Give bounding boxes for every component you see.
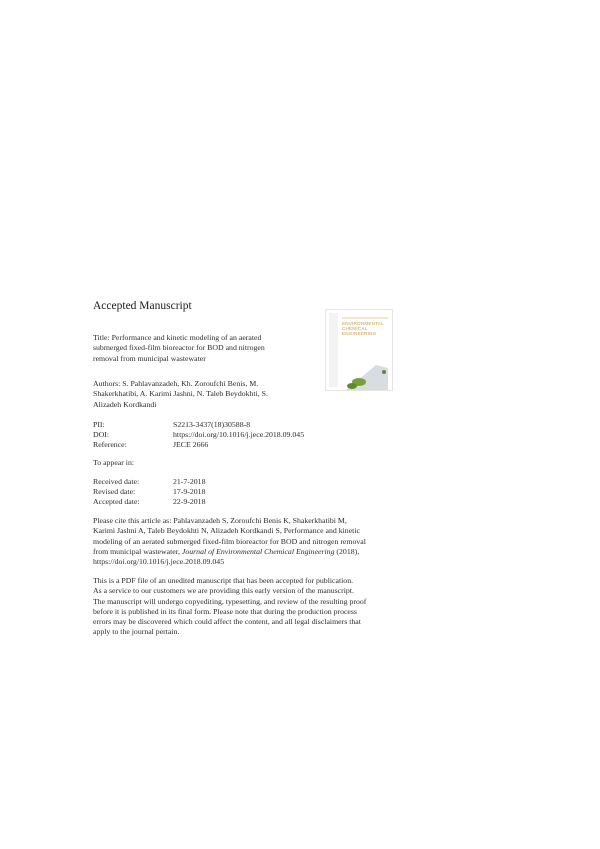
title-line: removal from municipal wastewater: [93, 353, 206, 363]
reference-label: Reference:: [93, 440, 127, 449]
cover-title-line: ENGINEERING: [342, 331, 377, 337]
title-line: Title: Performance and kinetic modeling of an aerated: [93, 333, 262, 342]
cover-spine: [329, 313, 338, 387]
notice-line: errors may be discovered which could affect the content, and all legal disclaimers that: [93, 617, 361, 627]
doi-label: DOI:: [93, 430, 110, 439]
manuscript-authors: [93, 379, 323, 410]
received-date-label: Received date:: [93, 477, 140, 486]
cover-title: [342, 321, 390, 337]
cover-leaf-shape-b: [347, 383, 357, 389]
pdf-notice: [93, 576, 511, 638]
citation-doi: https://doi.org/10.1016/j.jece.2018.09.045: [93, 557, 225, 567]
notice-line: The manuscript will undergo copyediting, typesetting, and review of the resulting proof: [93, 596, 367, 606]
cover-title-line: CHEMICAL: [342, 326, 368, 332]
journal-cover: [325, 309, 393, 391]
reference-row: [93, 440, 323, 451]
notice-line: apply to the journal pertain.: [93, 627, 180, 637]
revised-date-value: 17-9-2018: [173, 487, 206, 496]
citation-text: from municipal wastewater,: [93, 546, 182, 556]
accepted-date-row: [93, 497, 323, 508]
authors-line: Alizadeh Kordkandi: [93, 399, 157, 409]
cover-dot: [382, 370, 386, 374]
citation-paragraph: [93, 516, 511, 567]
title-line: submerged fixed-film bioreactor for BOD and nitrogen: [93, 343, 265, 353]
notice-line: This is a PDF file of an unedited manuscript that has been accepted for publication.: [93, 576, 354, 585]
cover-title-line: ENVIRONMENTAL: [342, 321, 384, 326]
manuscript-title: [93, 333, 323, 364]
citation-line: Karimi Jashni A, Taleb Beydokhti N, Alizadeh Kordkandi S, Performance and kinetic: [93, 526, 360, 536]
accepted-date-value: 22-9-2018: [173, 497, 206, 506]
accepted-date-label: Accepted date:: [93, 497, 140, 506]
page-heading: Accepted Manuscript: [93, 300, 192, 312]
reference-value: JECE 2666: [173, 440, 209, 449]
to-appear-label: To appear in:: [93, 458, 135, 467]
pii-label: PII:: [93, 420, 105, 429]
citation-line: Please cite this article as: Pahlavanzadeh S, Zoroufchi Benis K, Shakerkhatibi M,: [93, 516, 347, 525]
citation-line: modeling of an aerated submerged fixed-film bioreactor for BOD and nitrogen removal: [93, 536, 366, 546]
citation-line: [93, 547, 511, 557]
notice-line: before it is published in its final form. Please note that during the production process: [93, 606, 357, 616]
citation-text: (2018),: [334, 546, 360, 556]
pii-value: S2213-3437(18)30588-8: [173, 420, 251, 429]
journal-name: Journal of Environmental Chemical Engineering: [181, 546, 335, 556]
doi-value: https://doi.org/10.1016/j.jece.2018.09.045: [173, 430, 305, 439]
authors-line: Shakerkhatibi, A. Karimi Jashni, N. Taleb Beydokhti, S.: [93, 389, 268, 399]
notice-line: As a service to our customers we are providing this early version of the manuscript.: [93, 586, 354, 596]
authors-line: Authors: S. Pahlavanzadeh, Kh. Zoroufchi Benis, M.: [93, 379, 259, 388]
revised-date-label: Revised date:: [93, 487, 136, 496]
received-date-value: 21-7-2018: [173, 477, 206, 486]
